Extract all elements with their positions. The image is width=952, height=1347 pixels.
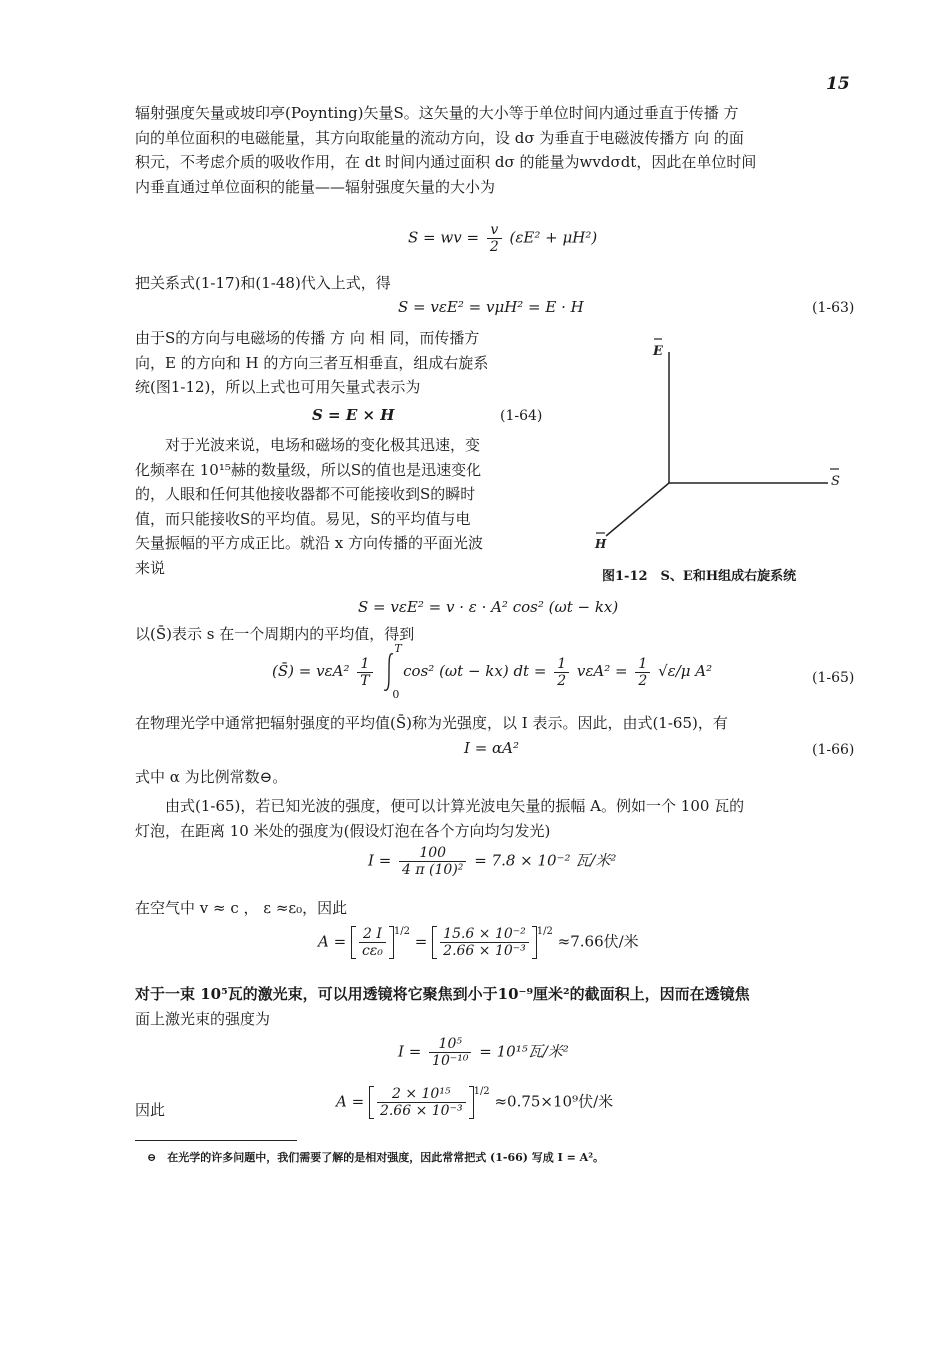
paragraph-6 [135, 711, 863, 736]
paragraph-10 [135, 982, 863, 1031]
fraction [554, 656, 569, 689]
text-line: 向的单位面积的电磁能量，其方向取能量的流动方向，设 dσ 为垂直于电磁波传播方 向 的面 [135, 128, 744, 147]
text-line: 在物理光学中通常把辐射强度的平均值(S̄)称为光强度，以 I 表示。因此，由式(1-65)，有 [135, 714, 728, 732]
equation-amplitude-1 [318, 926, 639, 959]
eq-rhs: (εE² + μH²) [509, 228, 598, 247]
text-line: 对于光波来说，电场和磁场的变化极其迅速，变 [135, 436, 481, 454]
eq-lhs: A = [336, 1092, 365, 1111]
label-s: S [831, 474, 840, 489]
eq-rhs: ≈0.75×10⁹伏/米 [494, 1092, 614, 1111]
equation-amplitude-2 [336, 1086, 613, 1119]
fraction-numerator: 100 [399, 845, 466, 862]
paragraph-9 [135, 896, 535, 921]
fraction-numerator: 15.6 × 10⁻² [440, 926, 529, 943]
paragraph-4 [135, 433, 555, 580]
text-line: 因此 [135, 1101, 166, 1119]
figure-caption: 图1-12 S、E和H组成右旋系统 [602, 569, 797, 584]
text-line: 把关系式(1-17)和(1-48)代入上式，得 [135, 274, 391, 292]
fraction [487, 222, 502, 255]
text-line: 向，E 的方向和 H 的方向三者互相垂直，组成右旋系 [135, 353, 489, 372]
text-line: 由式(1-65)，若已知光波的强度，便可以计算光波电矢量的振幅 A。例如一个 100 瓦的 [135, 797, 745, 815]
text-line: 面上激光束的强度为 [135, 1009, 271, 1028]
fraction [429, 1036, 471, 1069]
fraction-denominator: 10⁻¹⁰ [432, 1053, 469, 1069]
figure-right-hand-system [590, 330, 860, 560]
text-line: 化频率在 10¹⁵赫的数量级，所以S的值也是迅速变化 [135, 460, 482, 479]
exponent: 1/2 [473, 1086, 490, 1097]
eq-part: √ε/μ A² [658, 662, 713, 680]
h-axis [606, 483, 669, 536]
equation-number-1-66: (1-66) [812, 742, 855, 758]
fraction-denominator: cε₀ [361, 943, 383, 959]
fraction-numerator: 1 [554, 656, 569, 673]
equation-intensity-laser [398, 1036, 569, 1069]
fraction-numerator: 2 I [359, 926, 386, 943]
paragraph-1 [135, 101, 863, 199]
text-line: 的，人眼和任何其他接收器都不可能接收到S的瞬时 [135, 485, 476, 503]
equation-number-1-63: (1-63) [812, 300, 855, 316]
paragraph-7 [135, 765, 435, 790]
fraction-denominator: 2.66 × 10⁻³ [443, 943, 526, 959]
eq-rhs: = 7.8 × 10⁻² 瓦/米² [474, 851, 617, 870]
paragraph-5 [135, 622, 635, 647]
integral-upper: T [394, 642, 402, 655]
integral-lower: 0 [392, 688, 400, 701]
eq-lhs: I = [398, 1042, 422, 1061]
equation-1-63: S = vεE² = vμH² = E · H [398, 298, 584, 316]
text-line: 内垂直通过单位面积的能量——辐射强度矢量的大小为 [135, 177, 496, 196]
equation-intensity [368, 845, 616, 878]
fraction-numerator: 10⁵ [429, 1036, 471, 1053]
fraction-denominator: 2 [638, 672, 648, 689]
exponent: 1/2 [393, 926, 411, 937]
paragraph-11 [135, 1098, 235, 1123]
equation-number-1-64: (1-64) [500, 408, 543, 424]
fraction [377, 1086, 466, 1119]
text-line: 以(S̄)表示 s 在一个周期内的平均值，得到 [135, 625, 415, 643]
fraction [440, 926, 529, 959]
text-line: 在空气中 v ≈ c ， ε ≈ε₀，因此 [135, 899, 348, 917]
eq-lhs: S = wv = [408, 228, 480, 247]
text-line: 统(图1-12)，所以上式也可用矢量式表示为 [135, 378, 421, 396]
fraction-denominator: 2.66 × 10⁻³ [379, 1103, 463, 1119]
exponent: 1/2 [536, 926, 553, 937]
eq-part: (S̄) = vεA² [272, 662, 350, 680]
fraction [399, 845, 466, 878]
label-h: H [595, 537, 607, 551]
fraction-denominator: 2 [557, 672, 567, 689]
equation-1-65 [272, 642, 713, 701]
fraction-denominator: 4 π (10)² [402, 862, 464, 878]
text-line: 灯泡，在距离 10 米处的强度为(假设灯泡在各个方向均匀发光) [135, 821, 551, 840]
eq-lhs: I = [368, 851, 392, 870]
text-line: 来说 [135, 558, 166, 577]
equation-number-1-65: (1-65) [812, 670, 855, 686]
fraction [357, 656, 372, 689]
text-line: 辐射强度矢量或坡印亭(Poynting)矢量S。这矢量的大小等于单位时间内通过垂直于传播 方 [135, 104, 739, 122]
fraction [635, 656, 650, 689]
text-line: 式中 α 为比例常数⊖。 [135, 768, 288, 786]
paragraph-8 [135, 794, 863, 843]
paragraph-2 [135, 271, 535, 296]
label-e: E [653, 344, 663, 359]
text-line: 矢量振幅的平方成正比。就沿 x 方向传播的平面光波 [135, 534, 483, 552]
footnote: ⊖ 在光学的许多问题中，我们需要了解的是相对强度，因此常常把式 (1-66) 写成 I = A²。 [147, 1151, 605, 1164]
footnote-rule [135, 1140, 297, 1141]
bracket-group [369, 1086, 474, 1119]
eq-rhs: ≈7.66伏/米 [557, 932, 639, 951]
bracket-group [432, 926, 537, 959]
fraction-denominator: 2 [489, 239, 499, 255]
page-number: 15 [826, 74, 850, 94]
text-line: 由于S的方向与电磁场的传播 方 向 相 同，而传播方 [135, 329, 480, 347]
fraction-numerator: 1 [357, 656, 372, 673]
eq-part: cos² (ωt − kx) dt = [403, 662, 547, 680]
paragraph-3 [135, 326, 555, 400]
equation-1-66: I = αA² [464, 739, 520, 757]
fraction-numerator: v [487, 222, 502, 239]
fraction-denominator: T [360, 672, 370, 689]
eq-equals: = [414, 932, 428, 951]
bracket-group [351, 926, 394, 959]
equation-1-64: S = E × H [312, 406, 395, 424]
equation-wave: S = vεE² = v · ε · A² cos² (ωt − kx) [358, 598, 619, 616]
fraction-numerator: 1 [635, 656, 650, 673]
fraction [359, 926, 386, 959]
equation-poynting-magnitude [408, 222, 597, 255]
eq-lhs: A = [318, 932, 347, 951]
eq-rhs: = 10¹⁵瓦/米² [479, 1042, 569, 1061]
text-line: 积元，不考虑介质的吸收作用，在 dt 时间内通过面积 dσ 的能量为wvdσdt，因此在单位时间 [135, 153, 757, 171]
integral-sign [380, 642, 402, 701]
eq-part: vεA² = [576, 662, 628, 680]
text-line: 值，而只能接收S的平均值。易见，S的平均值与电 [135, 509, 471, 528]
text-line: 对于一束 10⁵瓦的激光束，可以用透镜将它聚焦到小于10⁻⁹厘米²的截面积上，因而在透镜焦 [135, 985, 750, 1003]
fraction-numerator: 2 × 10¹⁵ [377, 1086, 466, 1103]
